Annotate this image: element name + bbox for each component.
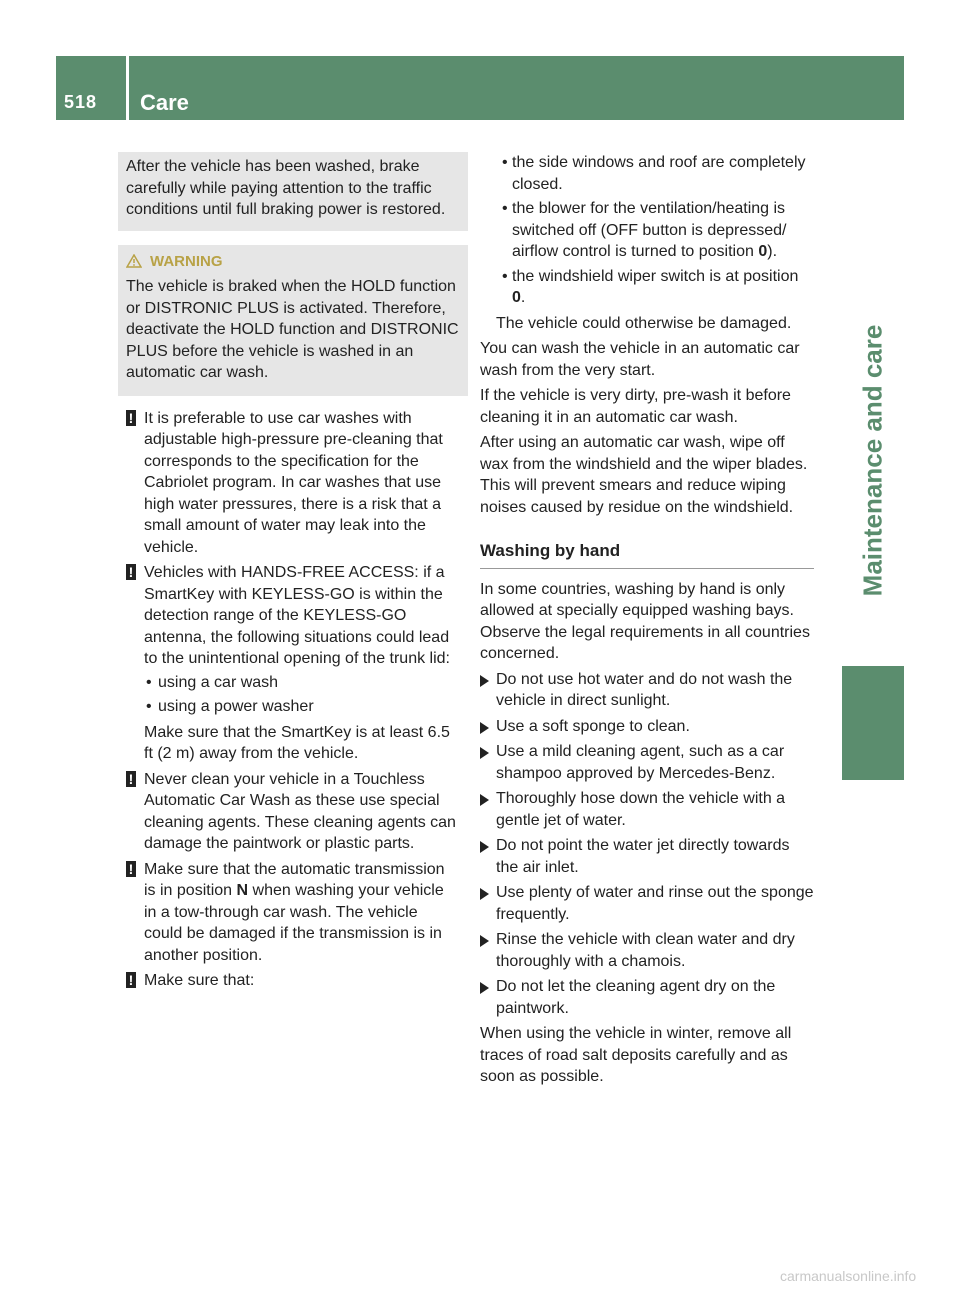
right-column	[480, 152, 814, 1092]
step-text: Thoroughly hose down the vehicle with a gentle jet of water.	[496, 790, 786, 829]
brake-note-box	[118, 152, 468, 231]
watermark: carmanualsonline.info	[780, 1268, 917, 1284]
list-item-text: ).	[767, 243, 778, 260]
arrow-icon	[480, 675, 489, 687]
step-item	[480, 882, 814, 925]
header-divider	[126, 56, 129, 120]
warning-header	[126, 251, 460, 273]
exclamation-icon: !	[126, 564, 136, 580]
warning-text: The vehicle is braked when the HOLD function or DISTRONIC PLUS is activated. Therefore, deactivate the HOLD function and DISTRONIC PLUS before the vehicle is washed in an automatic car wash.	[126, 278, 459, 381]
page-number: 518	[64, 92, 98, 112]
notice-item	[126, 408, 460, 559]
exclamation-icon: !	[126, 771, 136, 787]
arrow-icon	[480, 935, 489, 947]
paragraph: After using an automatic car wash, wipe off wax from the windshield and the wiper blades. This will prevent smears and reduce wiping noises caused by residue on the windshield.	[480, 434, 808, 516]
step-text: Use a soft sponge to clean.	[496, 717, 690, 735]
list-item-text: the blower for the ventilation/heating is switched off (OFF button is depressed/ airflow control is turned to position	[512, 200, 787, 260]
steps-list	[480, 669, 814, 1020]
left-column	[126, 152, 460, 996]
exclamation-icon: !	[126, 410, 136, 426]
warning-box	[118, 245, 468, 396]
step-item	[480, 788, 814, 831]
warning-triangle-icon	[126, 254, 142, 268]
step-text: Rinse the vehicle with clean water and dry thoroughly with a chamois.	[496, 931, 795, 970]
notice-item	[126, 562, 460, 765]
paragraph: If the vehicle is very dirty, pre-wash it before cleaning it in an automatic car wash.	[480, 387, 791, 426]
smartkey-note: Make sure that the SmartKey is at least 6.5 ft (2 m) away from the vehicle.	[144, 723, 450, 762]
step-item	[480, 976, 814, 1019]
notice-text: when washing your vehicle in a tow-through car wash. The vehicle could be damaged if the transmission is in another position.	[144, 882, 444, 964]
side-tab-marker	[842, 666, 904, 780]
list-item: • using a power washer	[144, 696, 460, 718]
step-text: Do not point the water jet directly towards the air inlet.	[496, 837, 790, 876]
gear-position: N	[236, 882, 249, 899]
exclamation-icon: !	[126, 972, 136, 988]
arrow-icon	[480, 841, 489, 853]
brake-note: After the vehicle has been washed, brake carefully while paying attention to the traffic conditions until full braking power is restored.	[126, 158, 446, 218]
trunk-situations-list	[144, 672, 460, 718]
notice-text: Make sure that the automatic transmission is in position	[144, 860, 445, 899]
list-item-text: the windshield wiper switch is at position	[512, 267, 799, 285]
arrow-icon	[480, 982, 489, 994]
step-item	[480, 741, 814, 784]
list-item: • using a car wash	[144, 672, 460, 694]
notice-item	[126, 970, 460, 992]
list-item	[480, 266, 814, 309]
paragraph: You can wash the vehicle in an automatic car wash from the very start.	[480, 340, 800, 379]
step-item	[480, 669, 814, 712]
arrow-icon	[480, 888, 489, 900]
winter-paragraph: When using the vehicle in winter, remove all traces of road salt deposits carefully and as soon as possible.	[480, 1025, 792, 1085]
checklist	[480, 152, 814, 309]
step-text: Do not use hot water and do not wash the vehicle in direct sunlight.	[496, 670, 793, 709]
step-item	[480, 716, 814, 738]
list-item	[480, 152, 814, 195]
list-item	[480, 198, 814, 263]
list-item-text: the side windows and roof are completely closed.	[512, 154, 806, 193]
notice-text: Never clean your vehicle in a Touchless Automatic Car Wash as these use special cleaning agents. These cleaning agents can damage the paintwork or plastic parts.	[144, 770, 456, 852]
step-text: Use plenty of water and rinse out the sponge frequently.	[496, 884, 814, 923]
arrow-icon	[480, 722, 489, 734]
arrow-icon	[480, 747, 489, 759]
wiper-position: 0	[512, 289, 521, 306]
intro-paragraph: In some countries, washing by hand is only allowed at specially equipped washing bays. Observe the legal requirements in all countries concerned.	[480, 580, 810, 662]
section-heading: Washing by hand	[480, 540, 814, 569]
notice-text: Vehicles with HANDS-FREE ACCESS: if a SmartKey with KEYLESS-GO is within the detection range of the KEYLESS-GO antenna, the following situations could lead to the unintentional opening of the trunk lid:	[144, 564, 450, 667]
notice-text: Make sure that:	[144, 972, 255, 989]
arrow-icon	[480, 794, 489, 806]
control-position: 0	[758, 243, 768, 260]
notice-item	[126, 769, 460, 855]
notice-text: It is preferable to use car washes with adjustable high-pressure pre-cleaning that corresponds to the specification for the Cabriolet program. In car washes that use high water pressures, there is a risk that a small amount of water may leak into the vehicle.	[144, 409, 443, 556]
step-item	[480, 835, 814, 878]
step-item	[480, 929, 814, 972]
section-title: Care	[140, 90, 189, 115]
notice-item	[126, 859, 460, 967]
step-text: Do not let the cleaning agent dry on the paintwork.	[496, 978, 776, 1017]
step-text: Use a mild cleaning agent, such as a car shampoo approved by Mercedes-Benz.	[496, 743, 785, 782]
damage-note: The vehicle could otherwise be damaged.	[496, 314, 792, 332]
warning-title: WARNING	[150, 252, 223, 270]
list-item-text: .	[520, 289, 526, 306]
side-tab-label: Maintenance and care	[857, 324, 888, 596]
exclamation-icon: !	[126, 861, 136, 877]
